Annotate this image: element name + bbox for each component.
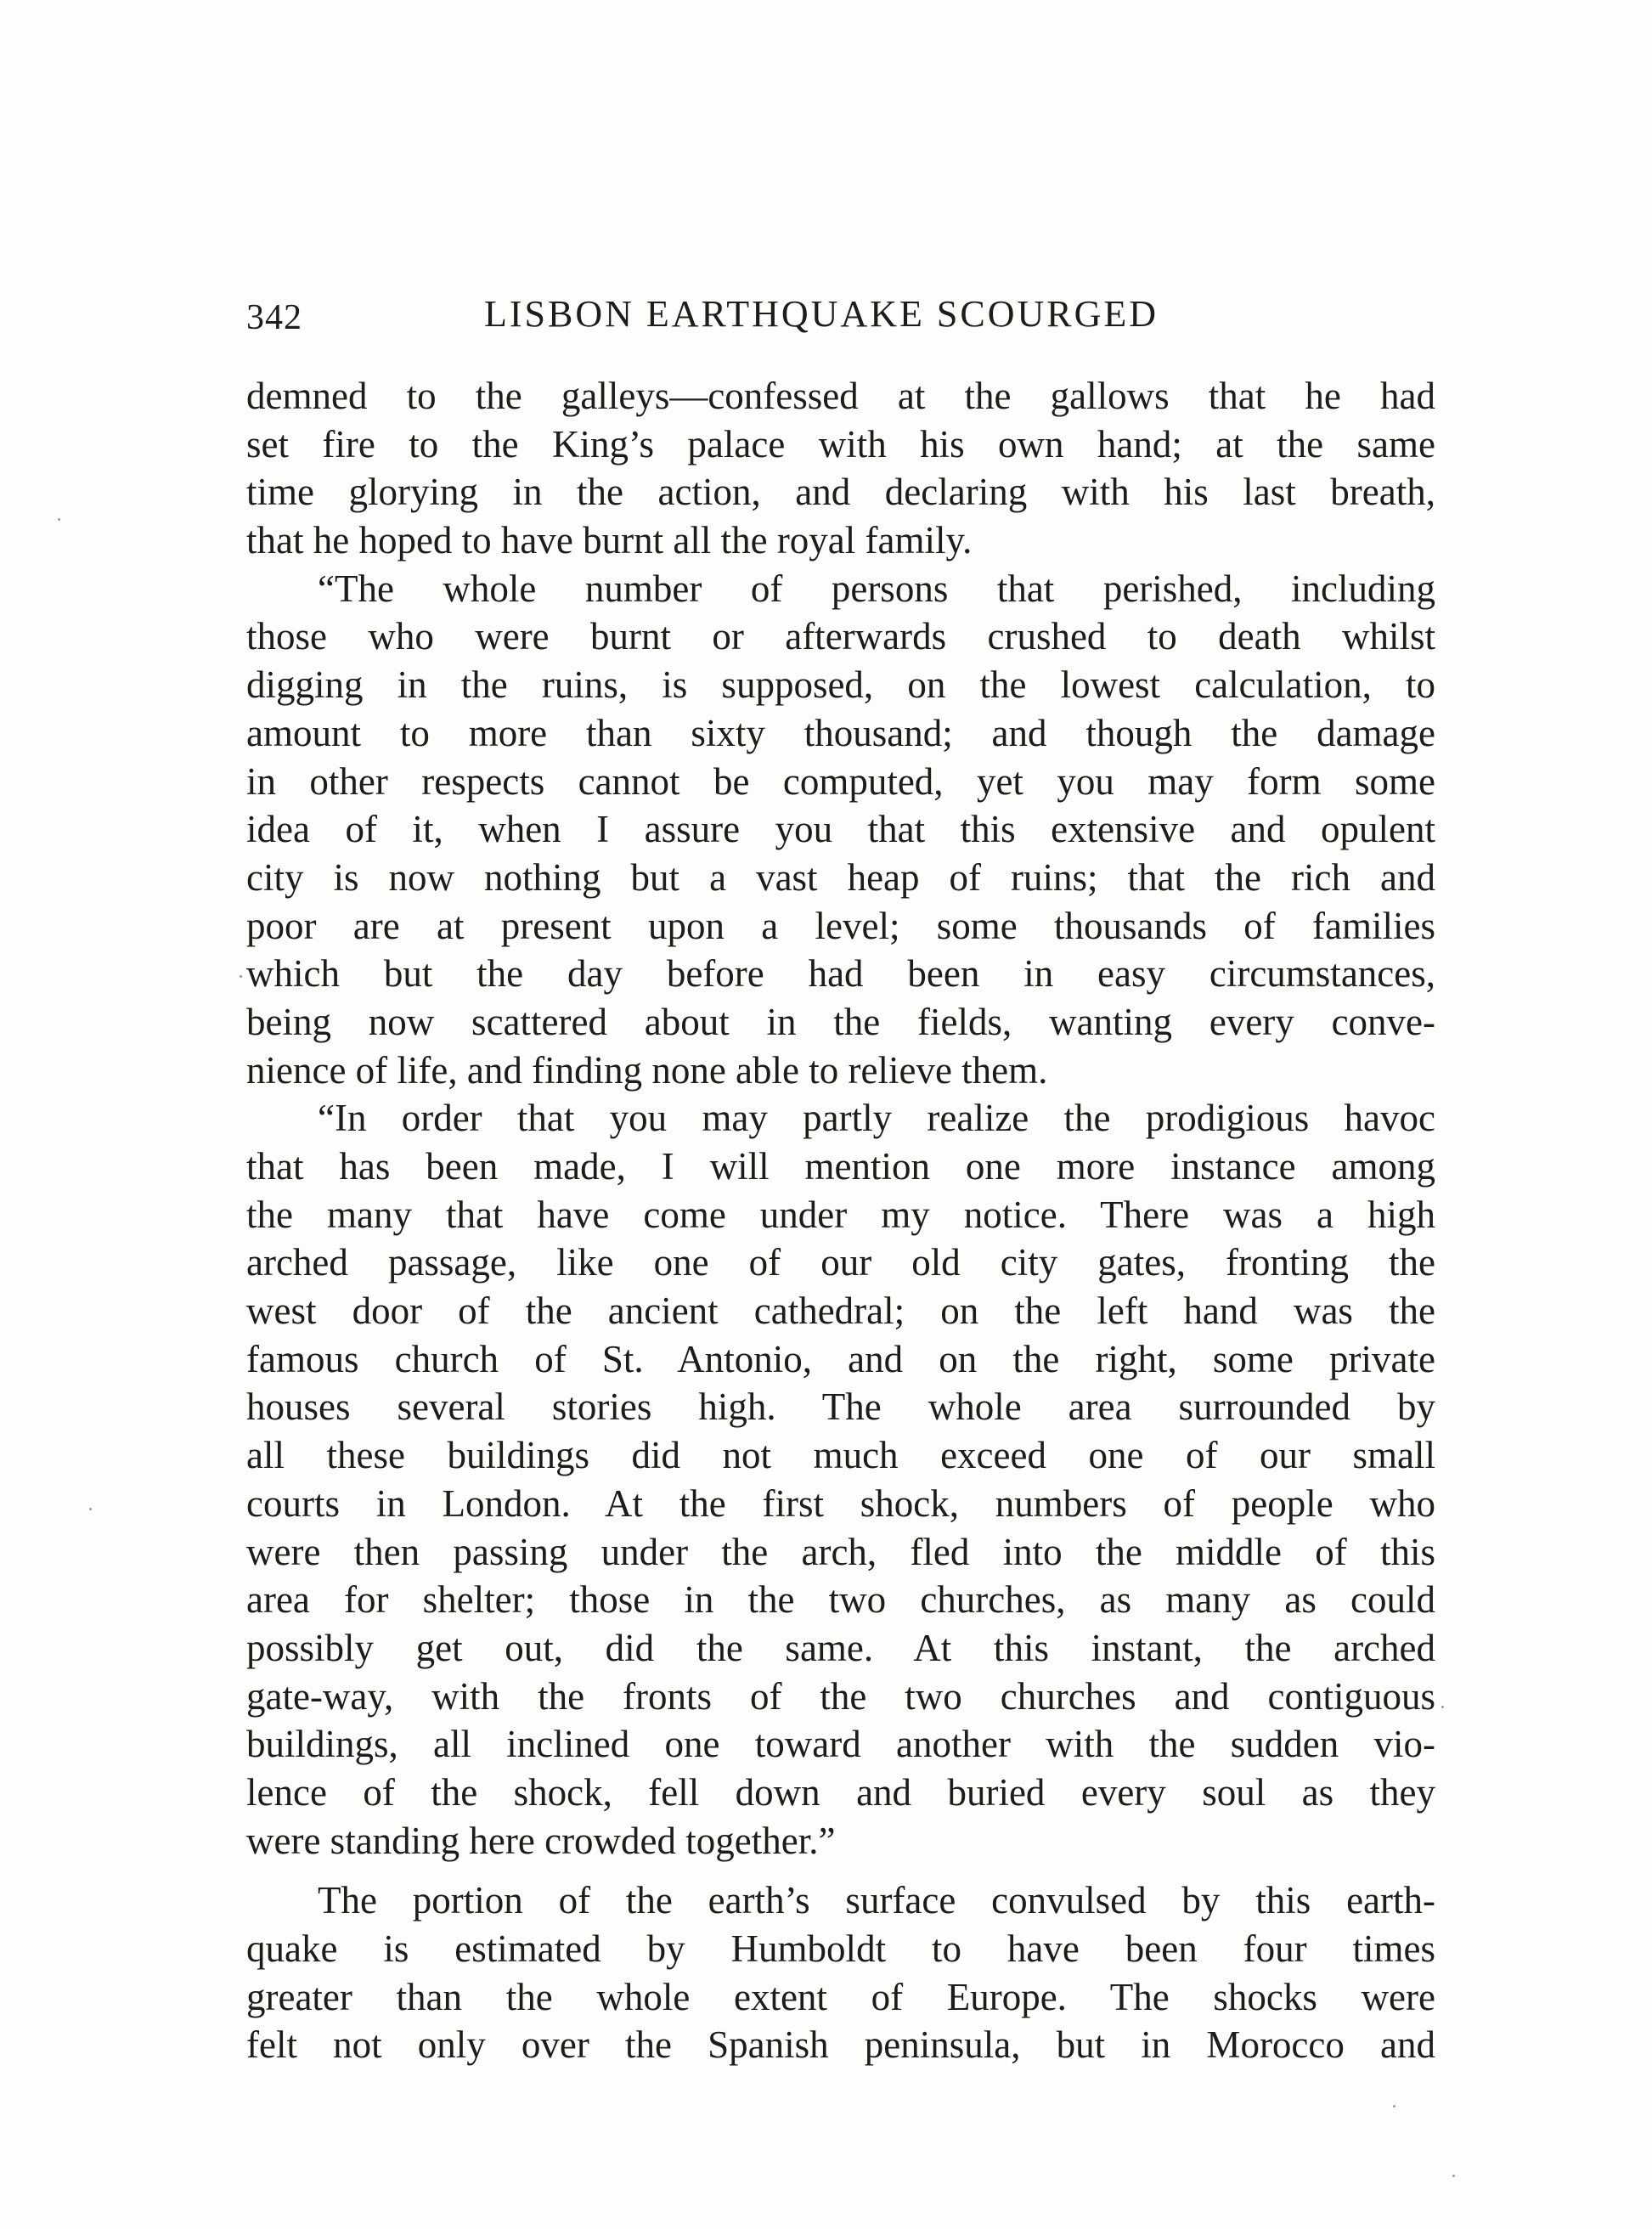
text-line: felt not only over the Spanish peninsula, but in Morocco and [246, 2023, 1435, 2067]
text-line: area for shelter; those in the two churches, as many as could [246, 1578, 1435, 1622]
text-line: the many that have come under my notice. There was a high [246, 1193, 1435, 1236]
text-line: idea of it, when I assure you that this extensive and opulent [246, 808, 1435, 851]
text-line: quake is estimated by Humboldt to have been four times [246, 1927, 1435, 1970]
text-line: time glorying in the action, and declaring with his last breath, [246, 471, 1435, 514]
page-number: 342 [246, 298, 302, 337]
paragraph [246, 565, 1435, 1095]
paragraph-gap [246, 1865, 1435, 1876]
paragraph [246, 1094, 1435, 1865]
text-line: arched passage, like one of our old city gates, fronting the [246, 1241, 1435, 1284]
running-title: LISBON EARTHQUAKE SCOURGED [484, 293, 1159, 335]
scan-speck [89, 1508, 92, 1510]
text-line: being now scattered about in the fields, wanting every conve- [246, 1000, 1435, 1043]
text-line: gate-way, with the fronts of the two churches and contiguous [246, 1674, 1435, 1718]
text-line: courts in London. At the first shock, numbers of people who [246, 1481, 1435, 1525]
scan-speck [1452, 2175, 1455, 2177]
text-line: buildings, all inclined one toward another with the sudden vio- [246, 1723, 1435, 1766]
paragraph [246, 1876, 1435, 2069]
text-line: “The whole number of persons that perished, including [318, 567, 1435, 610]
text-line: which but the day before had been in easy circumstances, [246, 952, 1435, 996]
paragraph [246, 372, 1435, 565]
text-line: poor are at present upon a level; some thousands of families [246, 904, 1435, 947]
text-line: famous church of St. Antonio, and on the right, some private [246, 1337, 1435, 1380]
scan-speck [1393, 2105, 1395, 2108]
scan-speck [240, 975, 242, 978]
text-line: that has been made, I will mention one more instance among [246, 1145, 1435, 1188]
text-line: in other respects cannot be computed, yet you may form some [246, 759, 1435, 803]
text-line: lence of the shock, fell down and buried every soul as they [246, 1770, 1435, 1814]
scan-speck [58, 518, 60, 521]
text-line: those who were burnt or afterwards crushed to death whilst [246, 615, 1435, 658]
text-line: were then passing under the arch, fled into the middle of this [246, 1530, 1435, 1573]
scan-speck [1441, 1706, 1444, 1708]
text-line: greater than the whole extent of Europe. The shocks were [246, 1975, 1435, 2018]
text-line: possibly get out, did the same. At this instant, the arched [246, 1626, 1435, 1669]
text-line: all these buildings did not much exceed one of our small [246, 1434, 1435, 1477]
text-line: amount to more than sixty thousand; and though the damage [246, 711, 1435, 754]
running-head [246, 292, 1435, 352]
text-line: The portion of the earth’s surface convulsed by this earth- [318, 1879, 1435, 1922]
text-line: digging in the ruins, is supposed, on the lowest calculation, to [246, 663, 1435, 707]
text-line: nience of life, and finding none able to relieve them. [246, 1048, 1048, 1092]
body-text [246, 372, 1435, 2069]
text-line: west door of the ancient cathedral; on the left hand was the [246, 1289, 1435, 1333]
text-line: were standing here crowded together.” [246, 1819, 836, 1862]
text-line: “In order that you may partly realize the prodigious havoc [318, 1097, 1435, 1140]
text-line: that he hoped to have burnt all the royal family. [246, 519, 973, 562]
text-line: houses several stories high. The whole area surrounded by [246, 1385, 1435, 1429]
text-line: demned to the galleys—confessed at the gallows that he had [246, 375, 1435, 417]
text-line: city is now nothing but a vast heap of ruins; that the rich and [246, 855, 1435, 899]
text-line: set fire to the King’s palace with his own hand; at the same [246, 422, 1435, 466]
